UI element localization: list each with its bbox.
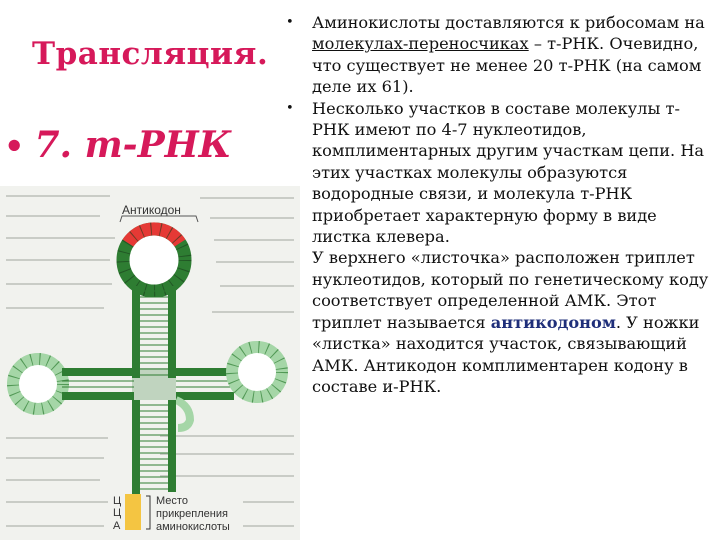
trna-diagram: [0, 186, 300, 540]
anticodon-label: Антикодон: [122, 203, 181, 217]
t-loop: [232, 347, 282, 397]
subtitle-text: 7. т-РНК: [34, 124, 232, 166]
anticodon-loop: [123, 229, 185, 291]
carrier-molecules-term: молекулах-переносчиках: [312, 34, 529, 54]
subtitle: [4, 124, 231, 166]
slide-title: Трансляция.: [32, 36, 269, 72]
paragraph-1: • Аминокислоты доставляются к рибосомам на молекулах-переносчиках – т-РНК. Очевидно, что существует не менее 20 т-РНК (на самом деле их 61).: [286, 13, 705, 97]
acceptor-stem: [132, 400, 176, 494]
base-a: А: [113, 520, 121, 532]
base-c1: Ц: [113, 495, 122, 507]
bullet-2: •: [286, 100, 294, 116]
paragraph-2: • Несколько участков в составе молекулы т-РНК имеют по 4-7 нуклеотидов, комплиментарных другим участкам цепи. На этих участках молекулы образуются водородные связи, и молекула т-РНК приобретает характерную форму в виде листка клевера.: [286, 98, 705, 247]
anticodon-term: антикодоном: [490, 312, 616, 332]
base-c2: Ц: [113, 507, 122, 519]
d-stem: [62, 368, 134, 400]
body-text: [282, 12, 712, 397]
paragraph-3: У верхнего «листочка» расположен триплет нуклеотидов, который по генетическому коду соответствует определенной АМК. Этот триплет называется антикодоном. У ножки «листка» находится участок, связывающий АМК. Антикодон комплиментарен кодону в составе и-РНК.: [312, 248, 709, 396]
attachment-site-label: Место прикрепления аминокислоты: [156, 495, 230, 533]
d-loop: [13, 359, 63, 409]
subtitle-bullet: •: [4, 127, 25, 165]
trna-cloverleaf-figure: [0, 186, 300, 540]
bullet-1: •: [286, 15, 294, 30]
anticodon-stem: [132, 286, 176, 378]
t-stem: [176, 368, 234, 400]
